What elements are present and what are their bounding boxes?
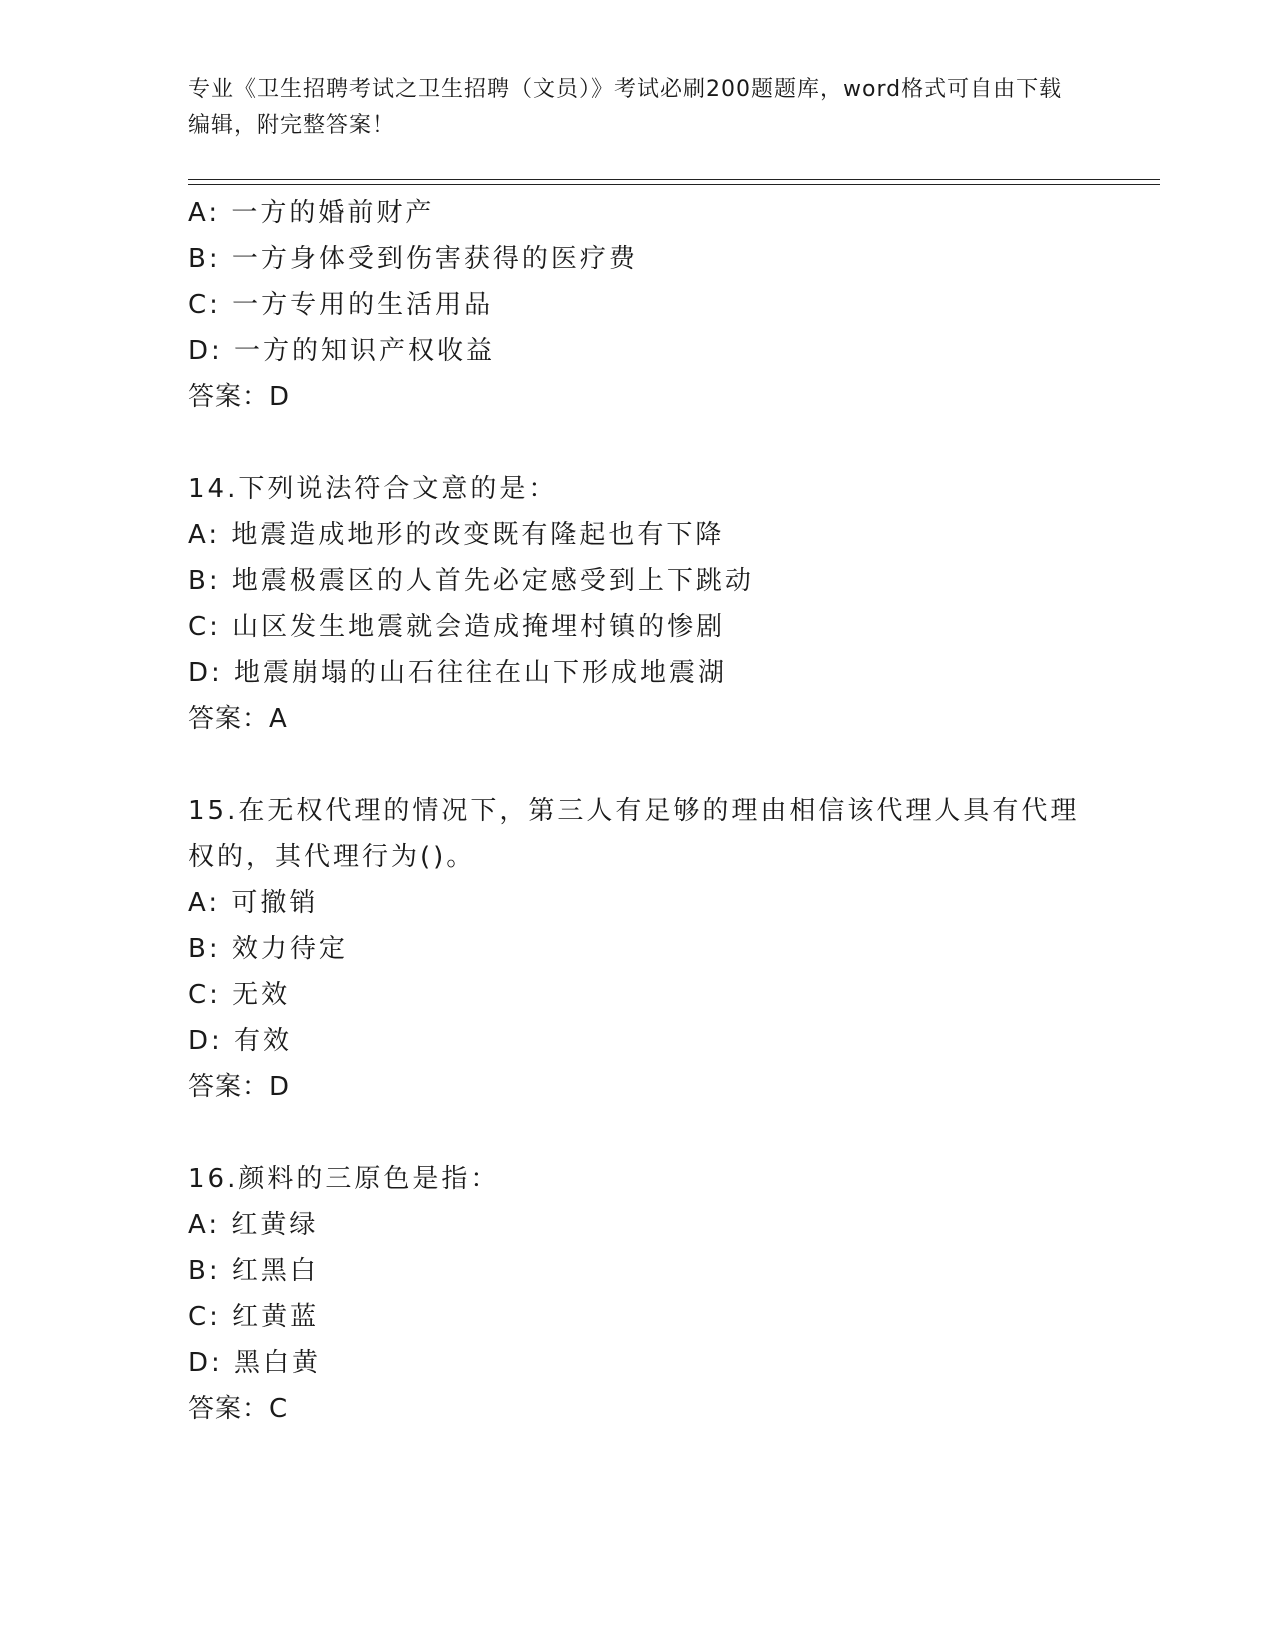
option-a: A: 地震造成地形的改变既有隆起也有下降	[188, 520, 725, 550]
question-text-line-1: 15.在无权代理的情况下，第三人有足够的理由相信该代理人具有代理	[188, 796, 1080, 826]
option-c: C: 红黄蓝	[188, 1302, 320, 1332]
question-text: 16.颜料的三原色是指：	[188, 1164, 500, 1194]
question-text: 14.下列说法符合文意的是：	[188, 474, 558, 504]
option-b: B: 红黑白	[188, 1256, 319, 1286]
answer: 答案：D	[188, 1072, 291, 1102]
question-14	[188, 466, 1088, 742]
option-c: C: 无效	[188, 980, 291, 1010]
question-15	[188, 788, 1088, 1110]
question-16	[188, 1156, 1088, 1432]
answer: 答案：C	[188, 1394, 289, 1424]
option-c: C: 山区发生地震就会造成掩埋村镇的惨剧	[188, 612, 726, 642]
spacer	[188, 420, 1088, 466]
option-b: B: 一方身体受到伤害获得的医疗费	[188, 244, 638, 274]
option-d: D: 有效	[188, 1026, 293, 1056]
answer: 答案：D	[188, 382, 291, 412]
spacer	[188, 742, 1088, 788]
header-rule-top	[188, 179, 1160, 180]
option-a: A: 红黄绿	[188, 1210, 319, 1240]
option-d: D: 黑白黄	[188, 1348, 322, 1378]
option-a: A: 一方的婚前财产	[188, 198, 435, 228]
question-13	[188, 190, 1088, 420]
question-text-line-2: 权的，其代理行为()。	[188, 842, 476, 872]
answer: 答案：A	[188, 704, 288, 734]
option-b: B: 地震极震区的人首先必定感受到上下跳动	[188, 566, 754, 596]
question-list	[188, 190, 1088, 1432]
option-d: D: 一方的知识产权收益	[188, 336, 496, 366]
option-a: A: 可撤销	[188, 888, 319, 918]
document-header: 专业《卫生招聘考试之卫生招聘（文员）》考试必刷200题题库，word格式可自由下载编辑，附完整答案！	[188, 77, 1063, 138]
option-c: C: 一方专用的生活用品	[188, 290, 494, 320]
option-d: D: 地震崩塌的山石往往在山下形成地震湖	[188, 658, 728, 688]
option-b: B: 效力待定	[188, 934, 348, 964]
header-rule-bottom	[188, 184, 1160, 185]
spacer	[188, 1110, 1088, 1156]
